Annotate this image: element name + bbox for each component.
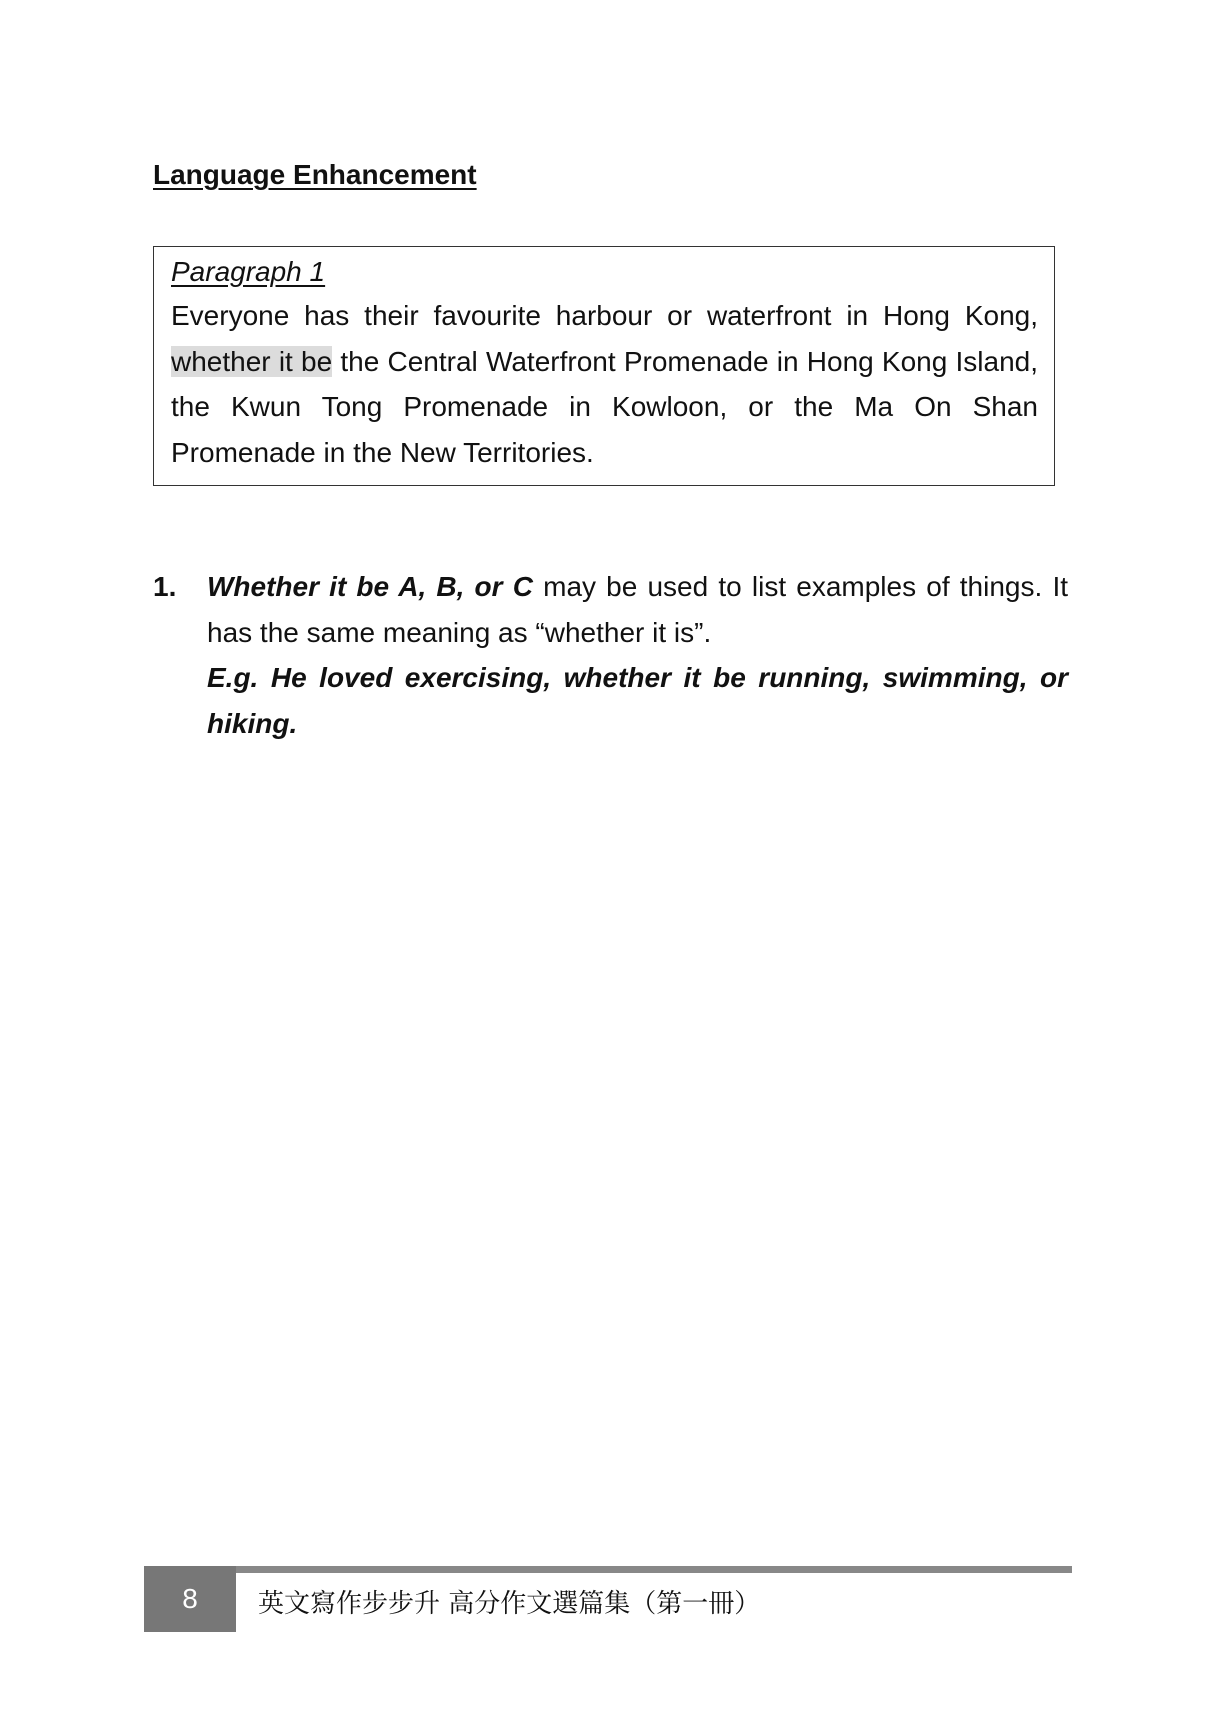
note-explanation: may be used to list examples of things. It has the same meaning as “whether it is”. xyxy=(207,571,1068,648)
excerpt-text-after: the Central Waterfront Promenade in Hong Kong Island, the Kwun Tong Promenade in Kowloon, or the Ma On Shan Promenade in the New Territories. xyxy=(171,345,1038,468)
section-heading: Language Enhancement xyxy=(153,159,477,190)
excerpt-text-before: Everyone has their favourite harbour or waterfront in Hong Kong, xyxy=(171,300,1038,331)
excerpt-box xyxy=(153,246,1055,486)
note-number: 1. xyxy=(153,571,177,602)
note-example: E.g. He loved exercising, whether it be running, swimming, or hiking. xyxy=(207,662,1068,739)
excerpt-highlighted-phrase: whether it be xyxy=(171,345,333,377)
footer-rule xyxy=(144,1566,1072,1573)
note-list xyxy=(153,564,1068,746)
excerpt-label: Paragraph 1 xyxy=(171,256,326,287)
excerpt-text xyxy=(171,293,1038,475)
page-number: 8 xyxy=(144,1566,236,1632)
note-term: Whether it be A, B, or C xyxy=(207,571,533,602)
note-item xyxy=(153,564,1068,746)
footer-book-title: 英文寫作步步升 高分作文選篇集（第一冊） xyxy=(258,1589,761,1619)
